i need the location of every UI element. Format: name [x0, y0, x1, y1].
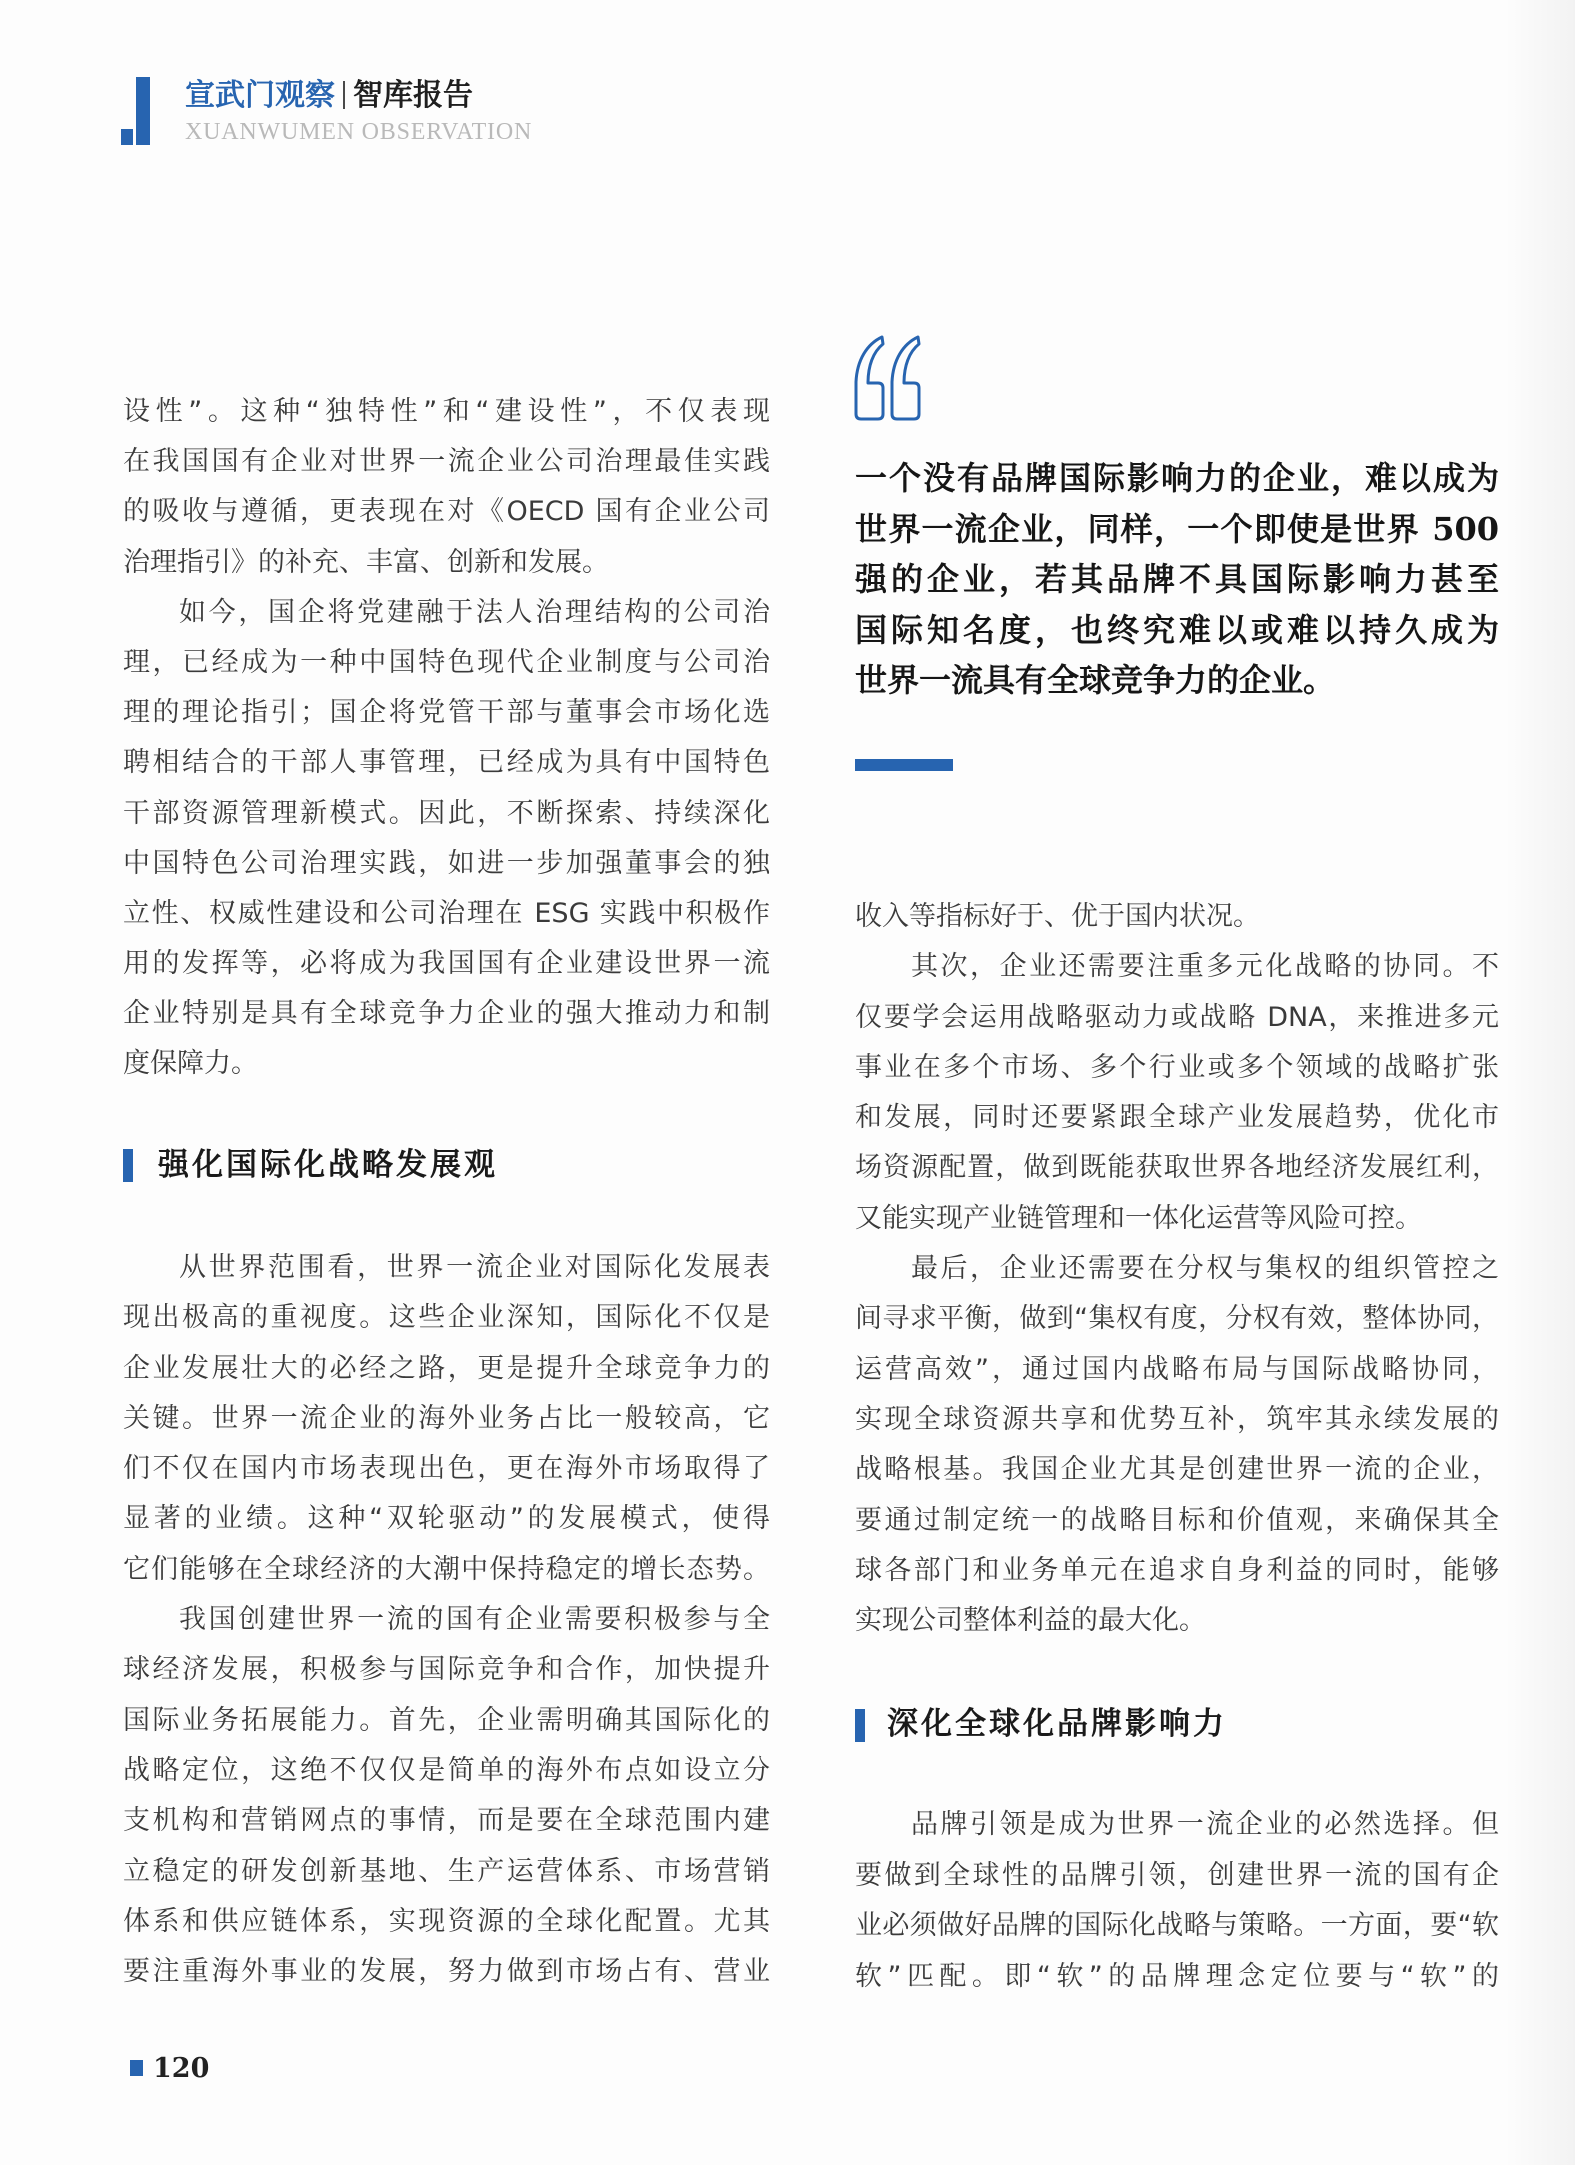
section-heading-bar — [123, 1149, 133, 1182]
pull-quote-line: 一个没有品牌国际影响力的企业，难以成为 — [855, 459, 1499, 497]
text-line: 支机构和营销网点的事情，而是要在全球范围内建 — [123, 1805, 770, 1837]
text-line: 球各部门和业务单元在追求自身利益的同时，能够 — [855, 1554, 1499, 1586]
text-line: 的吸收与遵循，更表现在对《OECD 国有企业公司 — [123, 496, 770, 528]
text-line: 们不仅在国内市场表现出色，更在海外市场取得了 — [123, 1453, 770, 1485]
right-column-text — [855, 892, 1499, 1646]
column-subtitle: XUANWUMEN OBSERVATION — [185, 119, 533, 145]
text-line: 业必须做好品牌的国际化战略与策略。一方面，要“软 — [855, 1910, 1499, 1941]
text-line: 企业发展壮大的必经之路，更是提升全球竞争力的 — [123, 1352, 770, 1384]
text-line: 理的理论指引；国企将党管干部与董事会市场化选 — [123, 697, 770, 729]
open-quote-icon — [853, 334, 923, 424]
text-line: 要做到全球性的品牌引领，创建世界一流的国有企 — [855, 1859, 1499, 1891]
paragraph — [123, 1595, 770, 1997]
pull-quote-rule — [855, 759, 953, 771]
text-line: 要注重海外事业的发展，努力做到市场占有、营业 — [123, 1956, 770, 1988]
section-heading: 强化国际化战略发展观 — [158, 1147, 498, 1183]
text-line: 实现公司整体利益的最大化。 — [855, 1605, 1206, 1637]
paragraph — [123, 387, 770, 588]
text-line: 关键。世界一流企业的海外业务占比一般较高，它 — [123, 1402, 770, 1434]
text-line: 和发展，同时还要紧跟全球产业发展趋势，优化市 — [855, 1102, 1499, 1134]
text-line: 立性、权威性建设和公司治理在 ESG 实践中积极作 — [123, 897, 770, 929]
text-line: 收入等指标好于、优于国内状况。 — [855, 901, 1260, 932]
text-line: 度保障力。 — [123, 1048, 258, 1080]
pull-quote-line: 世界一流企业，同样，一个即使是世界 500 — [855, 509, 1499, 548]
text-line: 战略根基。我国企业尤其是创建世界一流的企业， — [855, 1454, 1499, 1486]
text-line: 要通过制定统一的战略目标和价值观，来确保其全 — [855, 1504, 1499, 1536]
folio-square-mark — [130, 2060, 143, 2076]
pull-quote-line: 世界一流具有全球竞争力的企业。 — [855, 661, 1336, 699]
text-line: 聘相结合的干部人事管理，已经成为具有中国特色 — [123, 747, 770, 779]
text-line: 现出极高的重视度。这些企业深知，国际化不仅是 — [123, 1302, 770, 1334]
text-line: 仅要学会运用战略驱动力或战略 DNA，来推进多元 — [855, 1001, 1499, 1033]
text-line: 体系和供应链体系，实现资源的全球化配置。尤其 — [123, 1905, 770, 1937]
paragraph — [855, 1244, 1499, 1646]
text-line: 我国创建世界一流的国有企业需要积极参与全 — [179, 1604, 770, 1636]
page-edge-shade — [1505, 0, 1575, 2165]
text-line: 立稳定的研发创新基地、生产运营体系、市场营销 — [123, 1855, 770, 1887]
paragraph — [123, 1243, 770, 1595]
paragraph — [855, 1800, 1499, 2002]
text-line: 国际业务拓展能力。首先，企业需明确其国际化的 — [123, 1704, 770, 1736]
text-line: 理，已经成为一种中国特色现代企业制度与公司治 — [123, 646, 770, 678]
left-column-section-text — [123, 1243, 770, 1997]
paragraph — [855, 942, 1499, 1244]
text-line: 事业在多个市场、多个行业或多个领域的战略扩张 — [855, 1051, 1499, 1083]
text-line: 它们能够在全球经济的大潮中保持稳定的增长态势。 — [123, 1553, 770, 1585]
text-line: 球经济发展，积极参与国际竞争和合作，加快提升 — [123, 1654, 770, 1686]
text-line: 从世界范围看，世界一流企业对国际化发展表 — [179, 1252, 770, 1283]
text-line: 设性”。这种“独特性”和“建设性”，不仅表现 — [123, 396, 770, 427]
paragraph — [855, 892, 1499, 942]
header-bar-mark — [136, 77, 150, 145]
right-column-section-text — [855, 1800, 1499, 2002]
column-title-primary: 宣武门观察 — [185, 78, 335, 113]
header-square-mark — [121, 129, 133, 145]
text-line: 企业特别是具有全球竞争力企业的强大推动力和制 — [123, 998, 770, 1030]
text-line: 间寻求平衡，做到“集权有度，分权有效，整体协同， — [855, 1303, 1499, 1335]
text-line: 最后，企业还需要在分权与集权的组织管控之 — [911, 1253, 1499, 1285]
text-line: 中国特色公司治理实践，如进一步加强董事会的独 — [123, 847, 770, 879]
text-line: 用的发挥等，必将成为我国国有企业建设世界一流 — [123, 948, 770, 980]
left-column-text — [123, 387, 770, 1090]
text-line: 如今，国企将党建融于法人治理结构的公司治 — [179, 596, 770, 628]
page-number: 120 — [153, 2053, 210, 2084]
text-line: 软”匹配。即“软”的品牌理念定位要与“软”的 — [855, 1960, 1499, 1992]
pull-quote-line: 国际知名度，也终究难以或难以持久成为 — [855, 610, 1499, 649]
text-line: 战略定位，这绝不仅仅是简单的海外布点如设立分 — [123, 1754, 770, 1786]
text-line: 又能实现产业链管理和一体化运营等风险可控。 — [855, 1202, 1422, 1234]
text-line: 其次，企业还需要注重多元化战略的协同。不 — [911, 951, 1499, 983]
text-line: 实现全球资源共享和优势互补，筑牢其永续发展的 — [855, 1403, 1499, 1435]
text-line: 品牌引领是成为世界一流企业的必然选择。但 — [911, 1809, 1499, 1840]
section-heading: 深化全球化品牌影响力 — [887, 1706, 1227, 1742]
text-line: 显著的业绩。这种“双轮驱动”的发展模式，使得 — [123, 1503, 770, 1535]
section-heading-bar — [855, 1709, 865, 1742]
column-title — [185, 79, 473, 113]
column-title-secondary: 智库报告 — [353, 78, 473, 113]
text-line: 干部资源管理新模式。因此，不断探索、持续深化 — [123, 797, 770, 829]
text-line: 场资源配置，做到既能获取世界各地经济发展红利， — [855, 1152, 1499, 1184]
text-line: 治理指引》的补充、丰富、创新和发展。 — [123, 546, 609, 578]
text-line: 运营高效”，通过国内战略布局与国际战略协同， — [855, 1353, 1499, 1385]
pull-quote — [855, 453, 1499, 706]
text-line: 在我国国有企业对世界一流企业公司治理最佳实践 — [123, 446, 770, 478]
title-divider — [343, 81, 345, 109]
pull-quote-line: 强的企业，若其品牌不具国际影响力甚至 — [855, 560, 1499, 598]
paragraph — [123, 588, 770, 1090]
